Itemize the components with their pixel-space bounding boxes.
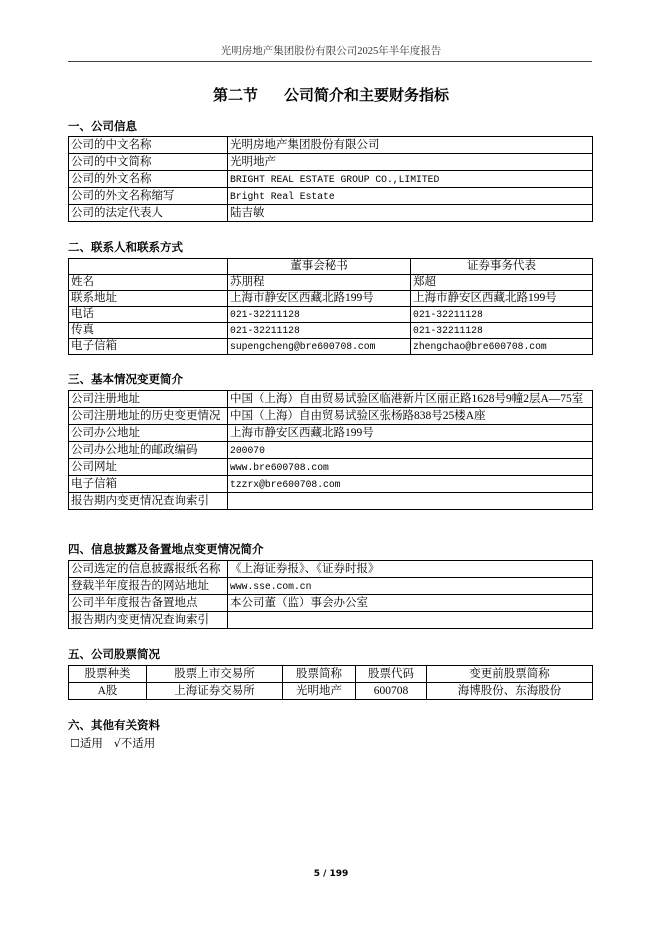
table-row [69, 408, 593, 425]
unchecked-box-icon: ☐ [70, 737, 80, 750]
row-label: 公司注册地址 [69, 391, 228, 408]
row-value: 上海市静安区西藏北路199号 [228, 425, 593, 442]
column-header-type: 股票种类 [69, 666, 147, 683]
heading-other-info: 六、其他有关资料 [68, 718, 160, 732]
secretary-value: 苏朋程 [228, 275, 411, 291]
row-label: 登载半年度报告的网站地址 [69, 578, 228, 595]
header-blank-cell [69, 259, 228, 275]
heading-disclosure: 四、信息披露及备置地点变更情况简介 [68, 542, 264, 556]
row-value: 本公司董（监）事会办公室 [228, 595, 593, 612]
table-row [69, 275, 593, 291]
row-value: Bright Real Estate [228, 188, 593, 205]
row-label: 电子信箱 [69, 339, 228, 355]
row-value: tzzrx@bre600708.com [228, 476, 593, 493]
secretary-value: 上海市静安区西藏北路199号 [228, 291, 411, 307]
row-label: 公司的中文简称 [69, 154, 228, 171]
table-row [69, 493, 593, 510]
table-row [69, 137, 593, 154]
section-number: 第二节 [212, 86, 258, 104]
section-name: 公司简介和主要财务指标 [284, 86, 450, 104]
option-applicable [70, 738, 103, 750]
column-header-representative: 证券事务代表 [411, 259, 593, 275]
representative-value: 021-32211128 [411, 323, 593, 339]
row-label: 公司办公地址的邮政编码 [69, 442, 228, 459]
applicability-options [70, 737, 163, 751]
heading-stock: 五、公司股票简况 [68, 647, 160, 661]
table-row [69, 459, 593, 476]
heading-company-info: 一、公司信息 [68, 119, 137, 133]
contacts-table [68, 258, 593, 355]
row-label: 公司的外文名称 [69, 171, 228, 188]
table-row [69, 442, 593, 459]
row-value: www.bre600708.com [228, 459, 593, 476]
row-label: 公司网址 [69, 459, 228, 476]
table-row [69, 291, 593, 307]
table-row [69, 188, 593, 205]
table-row [69, 323, 593, 339]
secretary-value: 021-32211128 [228, 323, 411, 339]
row-value: 中国（上海）自由贸易试验区张杨路838号25楼A座 [228, 408, 593, 425]
disclosure-table [68, 560, 593, 629]
header-rule [68, 61, 592, 62]
table-header-row [69, 666, 593, 683]
table-row [69, 205, 593, 222]
row-label: 公司办公地址 [69, 425, 228, 442]
row-value-empty [228, 612, 593, 629]
table-row [69, 307, 593, 323]
page-number: 5 / 199 [313, 869, 349, 879]
row-label: 公司的中文名称 [69, 137, 228, 154]
column-header-secretary: 董事会秘书 [228, 259, 411, 275]
heading-basic-changes: 三、基本情况变更简介 [68, 372, 183, 386]
option-label: 不适用 [120, 738, 156, 750]
representative-value: 郑超 [411, 275, 593, 291]
option-label: 适用 [79, 738, 103, 750]
row-value: www.sse.com.cn [228, 578, 593, 595]
secretary-value: supengcheng@bre600708.com [228, 339, 411, 355]
table-row [69, 578, 593, 595]
stock-table [68, 665, 593, 700]
row-label: 传真 [69, 323, 228, 339]
table-row [69, 425, 593, 442]
row-label: 公司的外文名称缩写 [69, 188, 228, 205]
secretary-value: 021-32211128 [228, 307, 411, 323]
stock-code: 600708 [356, 683, 427, 700]
section-title [0, 86, 662, 104]
column-header-exchange: 股票上市交易所 [147, 666, 283, 683]
stock-exchange: 上海证券交易所 [147, 683, 283, 700]
stock-type: A股 [69, 683, 147, 700]
check-mark-icon: √ [113, 737, 121, 750]
row-label: 公司选定的信息披露报纸名称 [69, 561, 228, 578]
table-row [69, 561, 593, 578]
row-label: 姓名 [69, 275, 228, 291]
table-row [69, 476, 593, 493]
row-value: 光明地产 [228, 154, 593, 171]
representative-value: 上海市静安区西藏北路199号 [411, 291, 593, 307]
row-label: 公司的法定代表人 [69, 205, 228, 222]
table-header-row [69, 259, 593, 275]
row-label: 电话 [69, 307, 228, 323]
row-label: 公司半年度报告备置地点 [69, 595, 228, 612]
stock-short-name: 光明地产 [283, 683, 356, 700]
row-value-empty [228, 493, 593, 510]
basic-changes-table [68, 390, 593, 510]
option-not-applicable [114, 738, 156, 750]
row-label: 报告期内变更情况查询索引 [69, 612, 228, 629]
representative-value: 021-32211128 [411, 307, 593, 323]
row-value: BRIGHT REAL ESTATE GROUP CO.,LIMITED [228, 171, 593, 188]
representative-value: zhengchao@bre600708.com [411, 339, 593, 355]
row-value: 陆吉敏 [228, 205, 593, 222]
running-header: 光明房地产集团股份有限公司2025年半年度报告 [220, 46, 442, 57]
row-label: 电子信箱 [69, 476, 228, 493]
column-header-code: 股票代码 [356, 666, 427, 683]
row-value: 光明房地产集团股份有限公司 [228, 137, 593, 154]
company-info-table [68, 136, 593, 222]
row-value: 《上海证券报》、《证券时报》 [228, 561, 593, 578]
column-header-former-names: 变更前股票简称 [427, 666, 593, 683]
table-row [69, 154, 593, 171]
column-header-short-name: 股票简称 [283, 666, 356, 683]
row-label: 报告期内变更情况查询索引 [69, 493, 228, 510]
table-row [69, 683, 593, 700]
row-value: 200070 [228, 442, 593, 459]
table-row [69, 612, 593, 629]
table-row [69, 339, 593, 355]
heading-contacts: 二、联系人和联系方式 [68, 240, 183, 254]
row-value: 中国（上海）自由贸易试验区临港新片区丽正路1628号9幢2层A—75室 [228, 391, 593, 408]
row-label: 联系地址 [69, 291, 228, 307]
table-row [69, 595, 593, 612]
table-row [69, 391, 593, 408]
table-row [69, 171, 593, 188]
row-label: 公司注册地址的历史变更情况 [69, 408, 228, 425]
stock-former-names: 海博股份、东海股份 [427, 683, 593, 700]
